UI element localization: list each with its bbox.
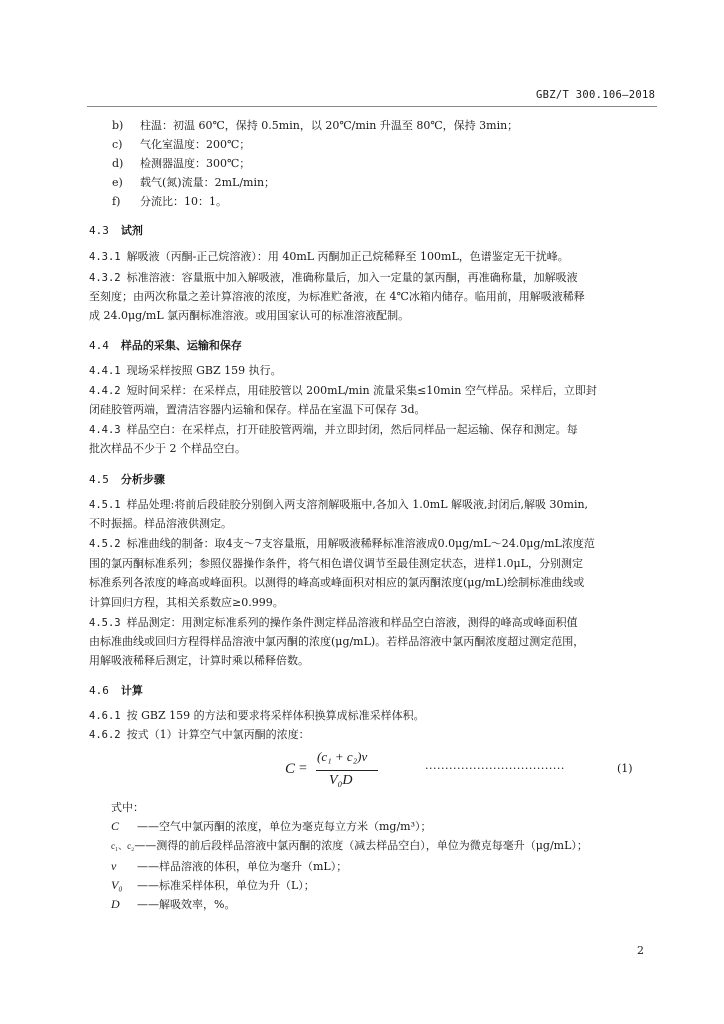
- clause-number: 4.4.1: [89, 365, 121, 377]
- clause-text: 标准曲线的制备：取4支～7支容量瓶，用解吸液稀释标准溶液成0.0μg/mL～24.0μg/mL浓度范: [126, 537, 595, 550]
- clause-text: 按式（1）计算空气中氯丙酮的浓度：: [126, 728, 310, 741]
- paragraph-4-4-3-line: [89, 421, 658, 439]
- item-label: f): [112, 195, 121, 208]
- item-text: 气化室温度：200℃；: [140, 138, 251, 151]
- paragraph-4-3-1: [89, 248, 658, 266]
- section-number: 4.6: [89, 684, 109, 697]
- paragraph-4-5-3-line: [89, 614, 658, 632]
- clause-number: 4.6.1: [89, 710, 121, 722]
- paragraph-4-5-1-line: 不时振摇。样品溶液供测定。: [89, 517, 232, 530]
- symbol-definition: [111, 895, 235, 914]
- section-heading-4-6: [89, 682, 143, 698]
- section-title: 计算: [120, 684, 143, 697]
- symbol: C: [111, 819, 120, 833]
- clause-number: 4.4.2: [89, 385, 121, 397]
- symbol-text: ——测得的前后段样品溶液中氯丙酮的浓度（减去样品空白），单位为微克每毫升（μg/mL）；: [134, 839, 588, 852]
- symbol: c₁、c₂: [111, 841, 135, 851]
- paragraph-4-6-1: [89, 707, 658, 725]
- formula-leader-dots: ···································: [425, 762, 565, 775]
- section-title: 分析步骤: [120, 473, 165, 486]
- fraction-bar: [316, 770, 378, 771]
- symbol-definition: [111, 837, 588, 855]
- item-text: 柱温：初温 60℃，保持 0.5min，以 20℃/min 升温至 80℃，保持 3min；: [140, 119, 519, 132]
- list-item: [112, 193, 227, 211]
- list-item: [112, 174, 275, 192]
- clause-number: 4.3.2: [89, 272, 121, 284]
- clause-number: 4.3.1: [89, 251, 121, 263]
- section-heading-4-3: [89, 222, 143, 238]
- clause-number: 4.4.3: [89, 424, 121, 436]
- list-item: [112, 117, 518, 135]
- paragraph-4-4-3-line: 批次样品不少于 2 个样品空白。: [89, 442, 246, 455]
- formula-equals: =: [299, 761, 307, 776]
- section-title: 样品的采集、运输和保存: [120, 339, 242, 352]
- section-heading-4-4: [89, 337, 242, 353]
- clause-number: 4.5.1: [89, 499, 121, 511]
- paragraph-4-4-2-line: 闭硅胶管两端，置清洁容器内运输和保存。样品在室温下可保存 3d。: [89, 403, 426, 416]
- symbol: D: [111, 897, 120, 911]
- symbol-text: ——空气中氯丙酮的浓度，单位为毫克每立方米（mg/m³）；: [137, 820, 432, 833]
- clause-number: 4.5.2: [89, 538, 121, 550]
- item-text: 检测器温度：300℃；: [140, 157, 251, 170]
- concentration-formula: [285, 749, 395, 791]
- formula-denominator: V₀D: [329, 773, 353, 788]
- clause-text: 按 GBZ 159 的方法和要求将采样体积换算成标准采样体积。: [126, 709, 425, 722]
- paragraph-4-5-2-line: 计算回归方程，其相关系数应≥0.999。: [89, 596, 284, 609]
- list-item: [112, 136, 250, 154]
- clause-text: 样品测定：用测定标准系列的操作条件测定样品溶液和样品空白溶液，测得的峰高或峰面积值: [126, 616, 578, 629]
- symbol-text: ——解吸效率，%。: [137, 898, 236, 911]
- paragraph-4-5-2-line: 围的氯丙酮标准系列；参照仪器操作条件，将气相色谱仪调节至最佳测定状态，进样1.0μL，分别测定: [89, 557, 583, 570]
- symbol-text: ——标准采样体积，单位为升（L）；: [137, 879, 315, 892]
- item-label: c): [112, 138, 123, 151]
- symbol-definition: [111, 817, 432, 836]
- clause-text: 样品空白：在采样点，打开硅胶管两端，并立即封闭，然后同样品一起运输、保存和测定。每: [126, 423, 578, 436]
- header-rule: [87, 106, 657, 107]
- item-label: e): [112, 176, 123, 189]
- paragraph-4-3-2-line: 至刻度；由两次称量之差计算溶液的浓度，为标准贮备液，在 4℃冰箱内储存。临用前，用解吸液稀释: [89, 290, 585, 303]
- symbol-definition: [111, 876, 315, 895]
- equation-number: (1): [617, 762, 633, 775]
- section-title: 试剂: [120, 224, 143, 237]
- symbol-definition: [111, 857, 347, 876]
- item-label: b): [112, 119, 124, 132]
- page-number: 2: [637, 944, 644, 957]
- item-label: d): [112, 157, 124, 170]
- item-text: 分流比：10：1。: [140, 195, 227, 208]
- item-text: 载气(氮)流量：2mL/min；: [140, 176, 276, 189]
- clause-text: 解吸液（丙酮-正己烷溶液）：用 40mL 丙酮加正己烷稀释至 100mL，色谱鉴定无干扰峰。: [126, 250, 569, 263]
- list-item: [112, 155, 250, 173]
- section-heading-4-5: [89, 471, 165, 487]
- paragraph-4-5-3-line: 由标准曲线或回归方程得样品溶液中氯丙酮的浓度(μg/mL)。若样品溶液中氯丙酮浓度超过测定范围，: [89, 635, 585, 648]
- section-number: 4.4: [89, 339, 109, 352]
- clause-text: 现场采样按照 GBZ 159 执行。: [126, 364, 282, 377]
- where-label: 式中：: [111, 801, 144, 814]
- paragraph-4-5-1-line: [89, 496, 658, 514]
- clause-number: 4.6.2: [89, 729, 121, 741]
- clause-number: 4.5.3: [89, 617, 121, 629]
- paragraph-4-3-2-line: [89, 269, 658, 287]
- symbol-text: ——样品溶液的体积，单位为毫升（mL）；: [137, 860, 348, 873]
- paragraph-4-5-3-line: 用解吸液稀释后测定，计算时乘以稀释倍数。: [89, 654, 309, 667]
- paragraph-4-3-2-line: 成 24.0μg/mL 氯丙酮标准溶液。或用国家认可的标准溶液配制。: [89, 309, 410, 322]
- paragraph-4-4-2-line: [89, 382, 658, 400]
- clause-text: 标准溶液：容量瓶中加入解吸液，准确称量后，加入一定量的氯丙酮，再准确称量，加解吸液: [126, 271, 578, 284]
- paragraph-4-6-2: [89, 726, 658, 744]
- symbol: V₀: [111, 878, 123, 892]
- clause-text: 样品处理:将前后段硅胶分别倒入两支溶剂解吸瓶中,各加入 1.0mL 解吸液,封闭后,解吸 30min,: [126, 498, 589, 511]
- formula-lhs: C: [285, 761, 296, 777]
- section-number: 4.5: [89, 473, 109, 486]
- paragraph-4-5-2-line: 标准系列各浓度的峰高或峰面积。以测得的峰高或峰面积对相应的氯丙酮浓度(μg/mL)绘制标准曲线或: [89, 576, 585, 589]
- paragraph-4-5-2-line: [89, 535, 658, 553]
- clause-text: 短时间采样：在采样点，用硅胶管以 200mL/min 流量采集≤10min 空气样品。采样后，立即封: [126, 384, 597, 397]
- symbol: v: [111, 859, 117, 873]
- paragraph-4-4-1: [89, 362, 658, 380]
- section-number: 4.3: [89, 224, 109, 237]
- formula-numerator: (c₁ + c₂)v: [317, 749, 368, 764]
- standard-code-header: GBZ/T 300.106—2018: [536, 89, 656, 101]
